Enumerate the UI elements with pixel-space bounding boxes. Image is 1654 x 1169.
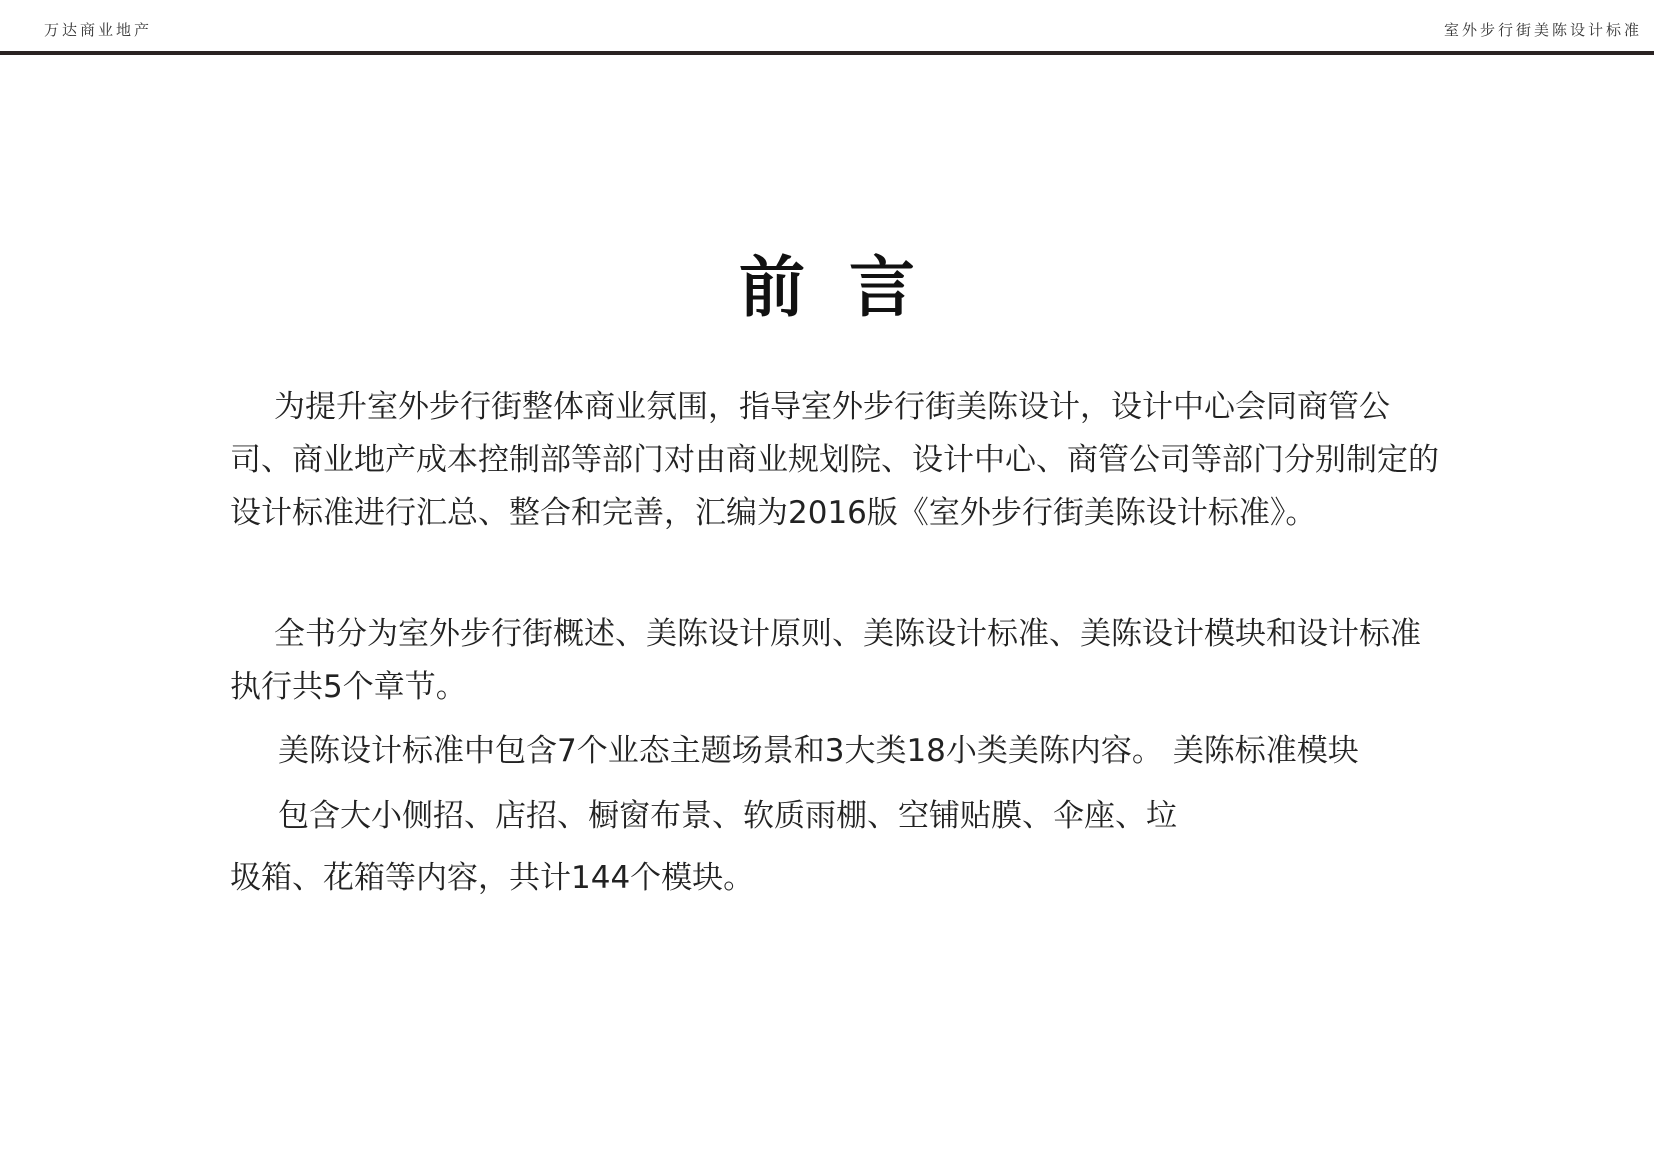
paragraph-modules-text: 包含大小侧招、店招、橱窗布景、软质雨棚、空铺贴膜、伞座、垃	[278, 798, 1177, 834]
header-divider	[0, 51, 1654, 55]
page-title: 前言	[739, 249, 959, 326]
paragraph-purpose-text: 为提升室外步行街整体商业氛围，指导室外步行街美陈设计，设计中心会同商管公司、商业地产成本控制部等部门对由商业规划院、设计中心、商管公司等部门分别制定的设计标准进行汇总、整合和完善，汇编为2016版《室外步行街美陈设计标准》。	[230, 389, 1439, 531]
paragraph-chapters	[230, 608, 1450, 714]
paragraph-chapters-text: 全书分为室外步行街概述、美陈设计原则、美陈设计标准、美陈设计模块和设计标准执行共5个章节。	[230, 616, 1421, 705]
paragraph-modules	[230, 790, 1450, 843]
header-document-title: 室外步行街美陈设计标准	[1443, 21, 1642, 39]
paragraph-modules-continued	[230, 852, 1450, 905]
paragraph-contents-text: 美陈设计标准中包含7个业态主题场景和3大类18小类美陈内容。 美陈标准模块	[278, 733, 1359, 769]
paragraph-purpose	[230, 381, 1450, 540]
paragraph-contents	[230, 725, 1450, 778]
paragraph-modules-continued-text: 圾箱、花箱等内容，共计144个模块。	[230, 860, 755, 896]
header-company-name: 万达商业地产	[44, 21, 153, 39]
